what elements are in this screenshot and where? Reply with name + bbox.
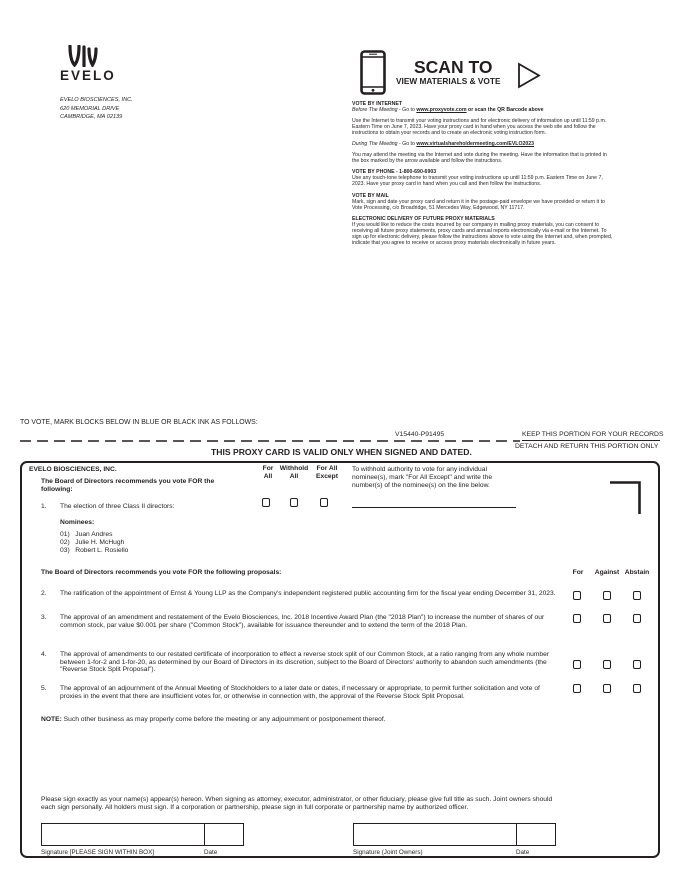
proposal-4-text: The approval of amendments to our restated certificate of incorporation to effect a reverse stock split of our Common Stock, at a ratio ranging from any whole number between 1-for-2 and 1-for-20, as determined by our Board of Directors in its discretion, subject to the Board of Directors' authority to abandon such amendments (the "Reverse Stock Split Proposal"). <box>60 651 550 674</box>
proposal-4-number: 4. <box>41 651 47 658</box>
scan-title: SCAN TO <box>414 57 493 77</box>
mail-body: Mark, sign and date your proxy card and return it in the postage-paid envelope we have provided or return it to Vote Processing, c/o Broadridge, 51 Mercedes Way, Edgewood, NY 11717. <box>352 198 605 211</box>
during-meeting-body: You may attend the meeting via the Internet and vote during the meeting. Have the information that is printed in the box marked by the arrow available and follow the instructions. <box>352 152 607 165</box>
detach-portion-label: DETACH AND RETURN THIS PORTION ONLY <box>515 443 659 450</box>
keep-portion-rule <box>522 440 660 441</box>
proposal-5-against-checkbox[interactable] <box>603 684 611 693</box>
checkbox-for-all-except[interactable] <box>320 498 328 507</box>
item1-text: The election of three Class II directors: <box>60 503 175 510</box>
before-meeting-tail: or scan the QR Barcode above <box>466 107 544 114</box>
joint-signature-date-label: Date <box>516 849 530 856</box>
note-text: Such other business as may properly come before the meeting or any adjournment or postponement thereof. <box>61 716 386 723</box>
nominees-label: Nominees: <box>60 519 95 526</box>
detach-cut-line <box>20 440 520 442</box>
proposal-5-number: 5. <box>41 685 47 692</box>
ballot-company: EVELO BIOSCIENCES, INC. <box>29 466 117 473</box>
scan-subtitle: VIEW MATERIALS & VOTE <box>396 76 501 86</box>
control-number-corner-marker <box>608 481 642 515</box>
nominee-03-number: 03) <box>60 547 70 554</box>
proposal-2-against-checkbox[interactable] <box>603 591 611 600</box>
proposal-4-against-checkbox[interactable] <box>603 660 611 669</box>
signature-box[interactable] <box>41 823 205 846</box>
proposal-2-text: The ratification of the appointment of Ernst & Young LLP as the Company's independent registered public accounting firm for the fiscal year ending December 31, 2023. <box>60 590 556 597</box>
nominee-03 <box>60 547 128 555</box>
nominee-03-name: Robert L. Rosiello <box>75 547 129 554</box>
evelo-logo-icon <box>68 45 100 67</box>
nominee-02 <box>60 539 124 547</box>
proposal-3-abstain-checkbox[interactable] <box>633 614 641 623</box>
control-number: V15440-P91495 <box>395 431 445 438</box>
col-for-all-l1: For <box>262 465 274 472</box>
joint-signature-label: Signature (Joint Owners) <box>353 849 423 856</box>
ink-instruction: TO VOTE, MARK BLOCKS BELOW IN BLUE OR BLACK INK AS FOLLOWS: <box>20 419 258 426</box>
proposal-3-against-checkbox[interactable] <box>603 614 611 623</box>
nominee-01-name: Juan Andres <box>75 531 113 538</box>
col-for-all-except-l2: Except <box>316 472 338 480</box>
col-for-all-except <box>310 465 344 480</box>
proposal-5-for-checkbox[interactable] <box>573 684 581 693</box>
col-for: For <box>572 569 584 576</box>
nominee-01 <box>60 531 112 539</box>
edelivery-heading: ELECTRONIC DELIVERY OF FUTURE PROXY MATERIALS <box>352 215 495 222</box>
item1-number: 1. <box>41 503 47 510</box>
board-recommendation <box>41 478 256 494</box>
col-withhold-all-l2: All <box>289 472 299 480</box>
proposal-2-abstain-checkbox[interactable] <box>633 591 641 600</box>
virtual-meeting-link[interactable]: www.virtualshareholdermeeting.com/EVLO2023 <box>416 141 535 148</box>
before-meeting-go: - Go to <box>397 107 417 114</box>
withhold-instruction: To withhold authority to vote for any individual nominee(s), mark "For All Except" and write the number(s) of the nominee(s) on the line below. <box>352 466 493 489</box>
phone-heading: VOTE BY PHONE - 1-800-690-6903 <box>352 169 437 176</box>
nominee-01-number: 01) <box>60 531 70 538</box>
signature-date-label: Date <box>204 849 218 856</box>
note-label: NOTE: <box>41 716 62 723</box>
company-street: 620 MEMORIAL DRIVE <box>60 105 120 112</box>
internet-body: Use the Internet to transmit your voting instructions and for electronic delivery of information up until 11:59 p.m. Eastern Time on June 7, 2023. Have your proxy card in hand when you access the web site and follow the instructions to obtain your records and to create an electronic voting instruction form. <box>352 118 607 137</box>
col-for-all-l2: All <box>263 472 273 480</box>
phone-icon <box>360 50 386 95</box>
joint-signature-date-box[interactable] <box>516 823 556 846</box>
checkbox-withhold-all[interactable] <box>290 498 298 507</box>
col-abstain: Abstain <box>624 569 650 576</box>
col-withhold-all <box>275 465 313 480</box>
note <box>41 716 386 724</box>
proxyvote-link[interactable]: www.proxyvote.com <box>416 107 467 114</box>
proposal-3-for-checkbox[interactable] <box>573 614 581 623</box>
joint-signature-box[interactable] <box>353 823 517 846</box>
checkbox-for-all[interactable] <box>262 498 270 507</box>
evelo-logo <box>60 45 116 83</box>
proposals-recommendation: The Board of Directors recommends you vote FOR the following proposals: <box>41 569 282 576</box>
nominee-02-name: Julie H. McHugh <box>75 539 125 546</box>
ballot-box <box>20 461 660 858</box>
company-city: CAMBRIDGE, MA 02139 <box>60 114 123 121</box>
during-meeting-label: During The Meeting <box>352 141 398 148</box>
col-withhold-all-l1: Withhold <box>279 465 309 472</box>
before-meeting-label: Before The Meeting <box>352 107 398 114</box>
play-arrow-icon <box>517 62 541 89</box>
proposal-5-text: The approval of an adjournment of the Annual Meeting of Stockholders to a later date or dates, if necessary or appropriate, to permit further solicitation and vote of proxies in the event that there are insufficient votes for, or otherwise in connection with, the approval of the Reverse Stock Split Proposal. <box>60 685 540 700</box>
edelivery-body: If you would like to reduce the costs incurred by our company in mailing proxy materials, you can consent to receiving all future proxy statements, proxy cards and annual reports electronically via e-mail or the Internet. To sign up for electronic delivery, please follow the instructions above to vote using the Internet and, when prompted, indicate that you agree to receive or access proxy materials electronically in future years. <box>352 221 613 246</box>
during-meeting-go: - Go to <box>397 141 417 148</box>
proposal-3-text: The approval of an amendment and restatement of the Evelo Biosciences, Inc. 2018 Incentive Award Plan (the "2018 Plan") to increase the number of shares of our common stock, par value $0.001 per share ("Common Stock"), available for issuance thereunder and to extend the term of the 2018 Plan. <box>60 614 545 629</box>
nominee-number-line[interactable] <box>352 507 516 508</box>
company-name-line: EVELO BIOSCIENCES, INC. <box>60 97 133 103</box>
keep-portion-label: KEEP THIS PORTION FOR YOUR RECORDS <box>522 431 664 438</box>
col-against: Against <box>594 569 620 576</box>
board-recommendation-line1: The Board of Directors recommends you vote FOR the <box>41 478 215 485</box>
proposal-2-number: 2. <box>41 590 47 597</box>
nominee-02-number: 02) <box>60 539 70 546</box>
proposal-3-number: 3. <box>41 614 47 621</box>
mail-heading: VOTE BY MAIL <box>352 192 389 199</box>
voting-instructions <box>352 101 615 246</box>
signature-label: Signature [PLEASE SIGN WITHIN BOX] <box>41 849 155 856</box>
col-for-all-except-l1: For All <box>316 465 338 472</box>
logo-wordmark: EVELO <box>60 68 116 83</box>
proposal-4-for-checkbox[interactable] <box>573 660 581 669</box>
valid-note: THIS PROXY CARD IS VALID ONLY WHEN SIGNED AND DATED. <box>211 447 472 457</box>
signature-date-box[interactable] <box>204 823 244 846</box>
sign-instruction: Please sign exactly as your name(s) appear(s) hereon. When signing as attorney, executor, administrator, or other fiduciary, please give full title as such. Joint owners should each sign personally. All holders must sign. If a corporation or partnership, please sign in full corporate or partnership name by authorized officer. <box>41 796 553 811</box>
proposal-4-abstain-checkbox[interactable] <box>633 660 641 669</box>
internet-heading: VOTE BY INTERNET <box>352 101 403 107</box>
proposal-5-abstain-checkbox[interactable] <box>633 684 641 693</box>
proposal-2-for-checkbox[interactable] <box>573 591 581 600</box>
phone-body: Use any touch-tone telephone to transmit your voting instructions up until 11:59 p.m. Eastern Time on June 7, 2023. Have your proxy card in hand when you call and then follow the instructions. <box>352 175 603 188</box>
board-recommendation-line2: following: <box>41 486 73 493</box>
company-address <box>60 96 133 122</box>
